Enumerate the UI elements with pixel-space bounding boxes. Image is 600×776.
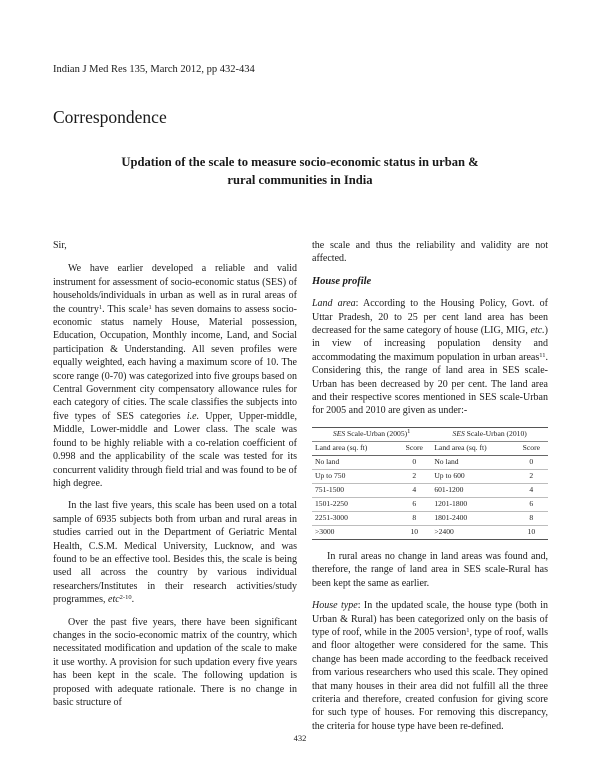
- text: In the last five years, this scale has been used on a total sample of 6935 subjects both from urban and rural areas in studies carried out in the Department of Geriatric Mental Health, C.S.M. Medical University, Lucknow, and was found to be an effective tool. Besides this, the scale is being used all across the country by various individual researchers/Institutes in their research activities/study programmes,: [53, 500, 297, 606]
- header-2005: [312, 427, 431, 441]
- italic-text: etc.: [530, 325, 545, 337]
- column-header: Land area (sq. ft): [431, 441, 514, 455]
- table-cell: 2: [397, 469, 431, 483]
- table-cell: 10: [397, 525, 431, 539]
- table-cell: 8: [397, 511, 431, 525]
- journal-citation: Indian J Med Res 135, March 2012, pp 432-434: [53, 64, 255, 75]
- table-row: [312, 483, 548, 497]
- table-cell: 601-1200: [431, 483, 514, 497]
- italic-text: i.e.: [186, 410, 200, 422]
- right-column: [312, 239, 548, 742]
- table-cell: No land: [431, 455, 514, 469]
- italic-label: House type: [312, 600, 358, 612]
- italic-label: Land area: [312, 298, 356, 310]
- table-row: [312, 469, 548, 483]
- text: : According to the Housing Policy, Govt. of Uttar Pradesh, 20 to 25 per cent land area has been decreased for the same category of house (LIG, MIG,: [312, 298, 548, 337]
- table-cell: No land: [312, 455, 397, 469]
- column-header: Score: [515, 441, 548, 455]
- text: ) in view of increasing population density and accommodating the maximum population in urban areas: [312, 325, 548, 363]
- continued-text: the scale and thus the reliability and validity are not affected.: [312, 240, 548, 265]
- subheading-house-profile: House profile: [312, 275, 372, 287]
- text: Upper, Upper-middle, Middle, Lower-middle and Lower class. The scale was found to be highly reliable with a co-relation coefficient of 0.998 and the applicability of the scale was tested for its concurrent validity through field trial and was found to be of high degree.: [53, 410, 298, 489]
- italic-text: etc: [108, 594, 120, 606]
- paragraph-2: [53, 499, 297, 606]
- paragraph-1: [53, 262, 297, 490]
- paragraph-3: Over the past five years, there have been significant changes in the socio-economic matrix of the country, which necessitated modification and updation of the scale to make it use worthy. A provision for such updation every five years has been kept in the scale. The following updation is proposed with adequate rationale. There is no change in basic structure of: [53, 616, 297, 708]
- table-cell: 0: [397, 455, 431, 469]
- italic-text: SES: [332, 429, 346, 439]
- table-cell: >2400: [431, 525, 514, 539]
- table-row: [312, 497, 548, 511]
- table-cell: 6: [397, 497, 431, 511]
- text: .: [131, 594, 135, 606]
- text: has seven domains to assess socio-economic status namely House, Material possession, Education, Occupation, Monthly income, Land, and Social participation & Understanding. All seven profiles were equally weighted, each having a maximum score of 10. The score range (0-70) was categorized into five groups based on Central Government city compensatory allowance rules for each category of cities. The scale classifies the subjects into five types of SES categories: [53, 303, 297, 422]
- italic-text: SES: [452, 429, 465, 439]
- table-row: [312, 511, 548, 525]
- title-line-2: rural communities in India: [227, 173, 373, 187]
- table-cell: 6: [515, 497, 548, 511]
- land-area-table: [312, 427, 548, 540]
- table-cell: 0: [515, 455, 548, 469]
- text: Scale-Urban (2010): [464, 429, 527, 439]
- section-title: Correspondence: [53, 107, 167, 127]
- table-cell: 751-1500: [312, 483, 397, 497]
- salutation: Sir,: [53, 240, 67, 251]
- table-subheader-row: [312, 441, 548, 455]
- paragraph-land-area: [312, 297, 548, 418]
- text: Scale-Urban (2005): [345, 429, 408, 439]
- column-header: Score: [397, 441, 431, 455]
- table-cell: 1801-2400: [431, 511, 514, 525]
- table-cell: 1501-2250: [312, 497, 397, 511]
- citation-ref: 1: [148, 303, 152, 311]
- table-cell: 4: [515, 483, 548, 497]
- header-2010: [431, 427, 548, 441]
- paragraph-house-type: [312, 599, 548, 733]
- citation-ref: 2-10: [119, 594, 132, 602]
- table-cell: Up to 750: [312, 469, 397, 483]
- text: We have earlier developed a reliable and valid instrument for assessment of socio-economic status (SES) of households/individuals in urban as well as in rural areas of the country: [53, 263, 297, 315]
- paragraph-rural: In rural areas no change in land areas was found and, therefore, the range of land area in SES scale-Rural has been kept the same as earlier.: [312, 550, 548, 589]
- page-number: 432: [293, 733, 307, 743]
- table-cell: 10: [515, 525, 548, 539]
- text: . Considering this, the range of land area in SES scale-Urban has been decreased by 20 per cent. The land area and their respective scores mentioned in SES scale-Urban for 2005 and 2010 are given as under:-: [312, 351, 548, 417]
- title-line-1: Updation of the scale to measure socio-economic status in urban &: [121, 155, 479, 169]
- table-cell: >3000: [312, 525, 397, 539]
- citation-ref: 11: [539, 351, 546, 359]
- article-title: [60, 153, 540, 189]
- table-row: [312, 455, 548, 469]
- table-cell: 2251-3000: [312, 511, 397, 525]
- table-header-row: [312, 427, 548, 441]
- text: , type of roof, walls and floor altogether were considered for the same. This change has been made according to the feedback received from various researchers who used this scale. They opined that many houses in their area did not fulfill all the three criteria and therefore, created confusion for giving score for such type of houses. For removing this discrepancy, the criteria for house type have been re-defined.: [312, 626, 548, 732]
- table-cell: 1201-1800: [431, 497, 514, 511]
- table-cell: 4: [397, 483, 431, 497]
- column-header: Land area (sq. ft): [312, 441, 397, 455]
- citation-ref: 1: [407, 428, 411, 436]
- citation-ref: 1: [98, 303, 103, 311]
- text: . This scale: [102, 303, 149, 315]
- table-cell: Up to 600: [431, 469, 514, 483]
- left-column: [53, 239, 297, 718]
- citation-ref: 1: [466, 626, 470, 634]
- table-cell: 8: [515, 511, 548, 525]
- table-row: [312, 525, 548, 539]
- text: : In the updated scale, the house type (both in Urban & Rural) has been categorized only on the basis of type of roof, while in the 2005 version: [312, 600, 548, 638]
- table-cell: 2: [515, 469, 548, 483]
